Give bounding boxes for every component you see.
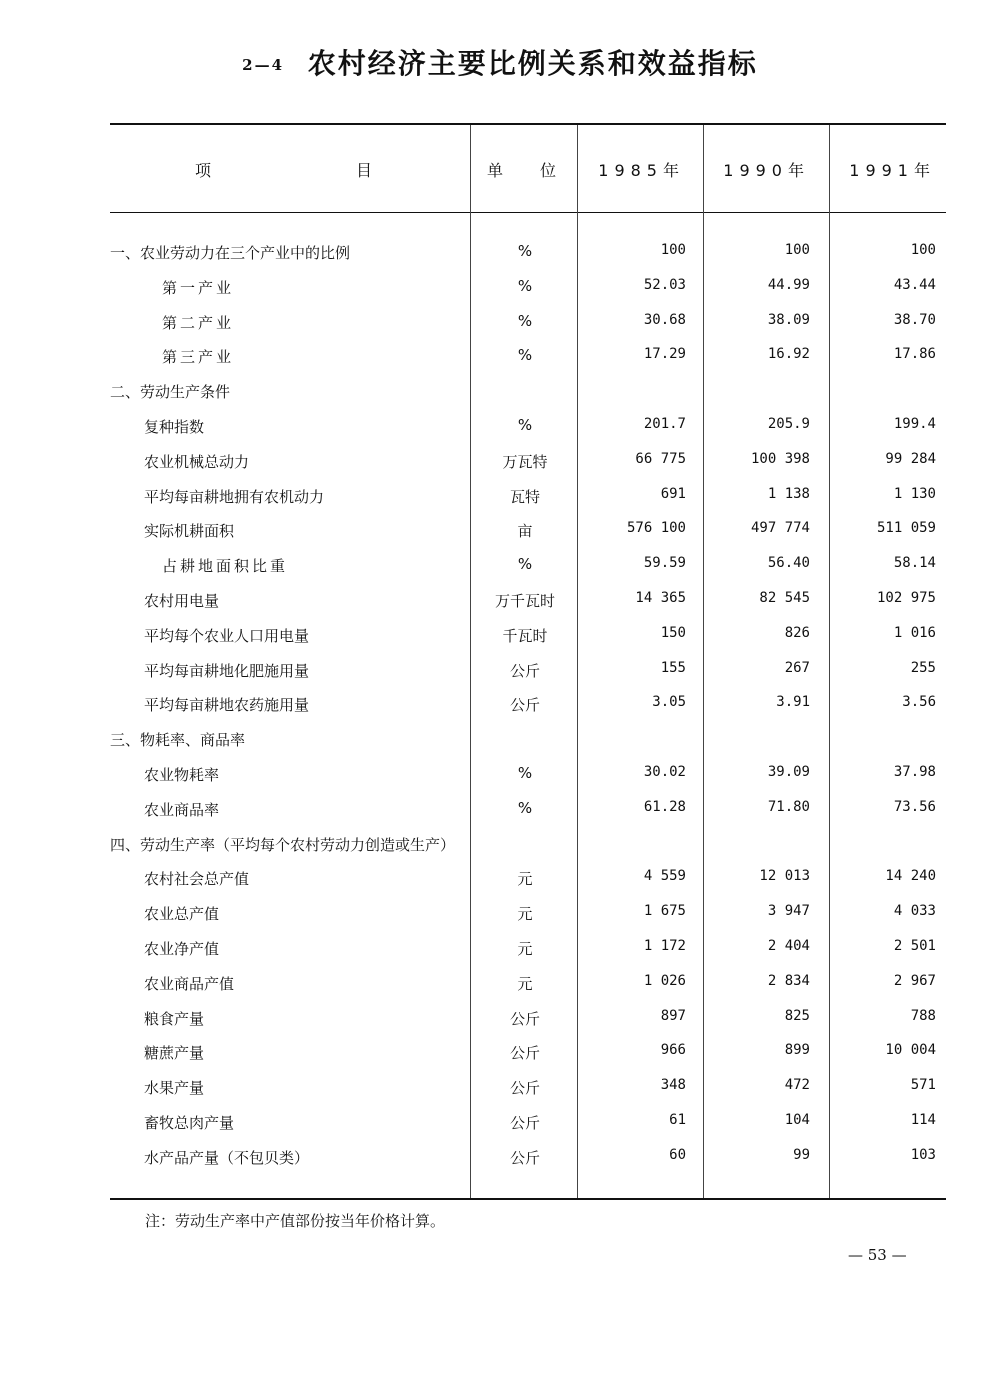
header-unit-right: 位 bbox=[539, 161, 559, 180]
row-value-1985: 897 bbox=[660, 1007, 686, 1024]
row-value-1985: 576 100 bbox=[626, 520, 686, 537]
table-row bbox=[110, 416, 946, 451]
row-value-1985: 66 775 bbox=[635, 450, 686, 467]
row-value-1991: 73.56 bbox=[893, 798, 936, 815]
row-label: 粮食产量 bbox=[144, 1009, 205, 1028]
header-year-1991: 1991年 bbox=[849, 161, 936, 180]
row-label: 农业商品率 bbox=[144, 800, 220, 819]
row-label: 第一产业 bbox=[162, 278, 235, 297]
header-item-right: 目 bbox=[355, 161, 375, 180]
row-unit: % bbox=[517, 346, 533, 365]
row-label: 农村用电量 bbox=[144, 592, 220, 610]
table-row bbox=[110, 1112, 946, 1147]
row-label: 农业机械总动力 bbox=[144, 452, 250, 471]
table-header-rule bbox=[110, 212, 946, 213]
row-label: 平均每亩耕地拥有农机动力 bbox=[144, 487, 325, 506]
row-value-1990: 104 bbox=[784, 1112, 810, 1128]
header-item bbox=[195, 158, 375, 181]
row-value-1991: 14 240 bbox=[885, 868, 936, 885]
row-unit: % bbox=[517, 416, 533, 434]
table-row bbox=[110, 486, 946, 521]
row-value-1991: 43.44 bbox=[893, 276, 936, 293]
row-label: 一、农业劳动力在三个产业中的比例 bbox=[110, 244, 351, 262]
row-unit: 公斤 bbox=[509, 1009, 540, 1028]
row-value-1985: 201.7 bbox=[643, 416, 686, 432]
row-label: 农业净产值 bbox=[144, 940, 220, 958]
row-label: 平均每亩耕地化肥施用量 bbox=[144, 661, 310, 680]
table-row bbox=[110, 694, 946, 729]
row-unit: 元 bbox=[517, 974, 533, 993]
row-value-1991: 37.98 bbox=[893, 764, 936, 780]
row-unit: 亩 bbox=[517, 522, 533, 541]
row-value-1991: 1 016 bbox=[893, 624, 936, 641]
row-value-1990: 825 bbox=[784, 1007, 810, 1024]
row-unit: % bbox=[517, 764, 533, 782]
row-value-1985: 3.05 bbox=[652, 694, 686, 711]
table-row bbox=[110, 381, 946, 416]
row-value-1991: 102 975 bbox=[876, 590, 936, 606]
row-value-1991: 114 bbox=[910, 1112, 936, 1128]
row-value-1990: 826 bbox=[784, 624, 810, 641]
row-value-1991: 10 004 bbox=[885, 1042, 936, 1059]
row-value-1985: 100 bbox=[660, 242, 686, 258]
row-unit: 公斤 bbox=[509, 1044, 540, 1063]
table-row bbox=[110, 1147, 946, 1182]
row-value-1985: 52.03 bbox=[643, 276, 686, 293]
row-unit: 千瓦时 bbox=[502, 626, 548, 645]
row-value-1991: 103 bbox=[910, 1146, 936, 1163]
row-value-1985: 59.59 bbox=[643, 555, 686, 572]
row-unit: 元 bbox=[517, 940, 533, 958]
row-value-1990: 267 bbox=[784, 659, 810, 676]
row-value-1990: 472 bbox=[784, 1077, 810, 1094]
row-value-1985: 14 365 bbox=[635, 590, 686, 606]
header-year-1990: 1990年 bbox=[723, 161, 810, 180]
row-label: 农业商品产值 bbox=[144, 974, 235, 993]
row-value-1985: 30.02 bbox=[643, 764, 686, 780]
row-unit: 万瓦特 bbox=[502, 452, 548, 471]
row-label: 畜牧总肉产量 bbox=[144, 1114, 235, 1132]
row-unit: 公斤 bbox=[509, 1079, 540, 1098]
row-value-1990: 205.9 bbox=[767, 416, 810, 432]
row-value-1991: 571 bbox=[910, 1077, 936, 1094]
table-bottom-rule bbox=[110, 1198, 946, 1200]
table-row bbox=[110, 520, 946, 555]
table-row bbox=[110, 451, 946, 486]
table-row bbox=[110, 729, 946, 764]
row-value-1990: 16.92 bbox=[767, 346, 810, 363]
row-value-1991: 511 059 bbox=[876, 520, 936, 537]
row-value-1990: 56.40 bbox=[767, 555, 810, 572]
row-unit: 公斤 bbox=[509, 661, 540, 680]
row-unit: 元 bbox=[517, 905, 533, 924]
row-value-1991: 2 501 bbox=[893, 938, 936, 954]
table-row bbox=[110, 1077, 946, 1112]
footnote: 注：劳动生产率中产值部份按当年价格计算。 bbox=[145, 1212, 446, 1230]
row-unit: % bbox=[517, 555, 533, 574]
row-label: 第三产业 bbox=[162, 348, 235, 367]
row-value-1991: 788 bbox=[910, 1007, 936, 1024]
row-label: 糖蔗产量 bbox=[144, 1044, 205, 1063]
row-value-1985: 61 bbox=[669, 1112, 686, 1128]
table-code: 2—4 bbox=[242, 56, 285, 74]
row-label: 第二产业 bbox=[162, 313, 235, 332]
row-label: 平均每个农业人口用电量 bbox=[144, 626, 310, 645]
row-value-1991: 1 130 bbox=[893, 485, 936, 502]
row-value-1985: 17.29 bbox=[643, 346, 686, 363]
table-row bbox=[110, 799, 946, 834]
table-row bbox=[110, 973, 946, 1008]
row-value-1990: 99 bbox=[793, 1146, 810, 1163]
row-value-1990: 3 947 bbox=[767, 903, 810, 920]
row-value-1985: 966 bbox=[660, 1042, 686, 1059]
row-value-1990: 1 138 bbox=[767, 485, 810, 502]
row-label: 农村社会总产值 bbox=[144, 870, 250, 889]
row-label: 农业物耗率 bbox=[144, 766, 220, 784]
row-unit: % bbox=[517, 242, 533, 260]
row-value-1990: 100 bbox=[784, 242, 810, 258]
row-value-1991: 100 bbox=[910, 242, 936, 258]
row-value-1985: 1 172 bbox=[643, 938, 686, 954]
row-value-1990: 100 398 bbox=[750, 450, 810, 467]
row-value-1985: 150 bbox=[660, 624, 686, 641]
row-value-1990: 44.99 bbox=[767, 276, 810, 293]
row-value-1990: 38.09 bbox=[767, 311, 810, 328]
row-value-1985: 30.68 bbox=[643, 311, 686, 328]
row-value-1985: 348 bbox=[660, 1077, 686, 1094]
row-value-1990: 12 013 bbox=[759, 868, 810, 885]
row-value-1991: 38.70 bbox=[893, 311, 936, 328]
row-value-1985: 61.28 bbox=[643, 798, 686, 815]
table-row bbox=[110, 764, 946, 799]
row-unit: % bbox=[517, 311, 533, 330]
row-value-1990: 3.91 bbox=[776, 694, 810, 711]
page-number: — 53 — bbox=[848, 1246, 907, 1264]
row-label: 三、物耗率、商品率 bbox=[110, 731, 246, 750]
row-value-1985: 4 559 bbox=[643, 868, 686, 885]
table-row bbox=[110, 242, 946, 277]
row-value-1991: 255 bbox=[910, 659, 936, 676]
row-value-1985: 1 026 bbox=[643, 972, 686, 989]
row-value-1991: 17.86 bbox=[893, 346, 936, 363]
row-label: 二、劳动生产条件 bbox=[110, 383, 231, 402]
header-year-1985: 1985年 bbox=[598, 161, 685, 180]
table-title: 农村经济主要比例关系和效益指标 bbox=[307, 47, 758, 80]
table-row bbox=[110, 660, 946, 695]
row-value-1990: 71.80 bbox=[767, 798, 810, 815]
row-value-1985: 1 675 bbox=[643, 903, 686, 920]
row-value-1991: 2 967 bbox=[893, 972, 936, 989]
row-unit: 瓦特 bbox=[509, 487, 540, 506]
table-row bbox=[110, 938, 946, 973]
table-row bbox=[110, 625, 946, 660]
table-row bbox=[110, 903, 946, 938]
table-row bbox=[110, 1042, 946, 1077]
row-value-1990: 497 774 bbox=[750, 520, 810, 537]
header-item-left: 项 bbox=[195, 161, 215, 180]
header-unit bbox=[487, 158, 559, 181]
row-value-1991: 4 033 bbox=[893, 903, 936, 920]
table-top-rule bbox=[110, 123, 946, 125]
row-value-1991: 3.56 bbox=[902, 694, 936, 711]
row-value-1991: 199.4 bbox=[893, 416, 936, 432]
row-label: 平均每亩耕地农药施用量 bbox=[144, 696, 310, 715]
row-value-1990: 899 bbox=[784, 1042, 810, 1059]
table-row bbox=[110, 834, 946, 869]
row-label: 水果产量 bbox=[144, 1079, 205, 1098]
row-label: 占耕地面积比重 bbox=[162, 557, 289, 576]
row-value-1990: 82 545 bbox=[759, 590, 810, 606]
row-value-1985: 60 bbox=[669, 1146, 686, 1163]
table-row bbox=[110, 555, 946, 590]
row-value-1990: 2 834 bbox=[767, 972, 810, 989]
row-unit: % bbox=[517, 798, 533, 817]
row-unit: 万千瓦时 bbox=[494, 592, 555, 610]
row-unit: % bbox=[517, 276, 533, 295]
row-value-1990: 2 404 bbox=[767, 938, 810, 954]
row-value-1990: 39.09 bbox=[767, 764, 810, 780]
row-value-1991: 58.14 bbox=[893, 555, 936, 572]
table-row bbox=[110, 312, 946, 347]
page-title bbox=[0, 42, 1000, 82]
row-label: 水产品产量（不包贝类） bbox=[144, 1148, 310, 1167]
row-unit: 公斤 bbox=[509, 1148, 540, 1167]
row-value-1991: 99 284 bbox=[885, 450, 936, 467]
row-label: 四、劳动生产率（平均每个农村劳动力创造或生产） bbox=[110, 835, 456, 854]
table-row bbox=[110, 1008, 946, 1043]
header-unit-left: 单 bbox=[487, 161, 507, 180]
row-value-1985: 691 bbox=[660, 485, 686, 502]
row-unit: 公斤 bbox=[509, 696, 540, 715]
row-label: 农业总产值 bbox=[144, 905, 220, 924]
table-row bbox=[110, 868, 946, 903]
row-label: 实际机耕面积 bbox=[144, 522, 235, 541]
row-value-1985: 155 bbox=[660, 659, 686, 676]
row-unit: 元 bbox=[517, 870, 533, 889]
row-unit: 公斤 bbox=[509, 1114, 540, 1132]
row-label: 复种指数 bbox=[144, 418, 205, 436]
table-row bbox=[110, 277, 946, 312]
table-row bbox=[110, 590, 946, 625]
table-row bbox=[110, 346, 946, 381]
